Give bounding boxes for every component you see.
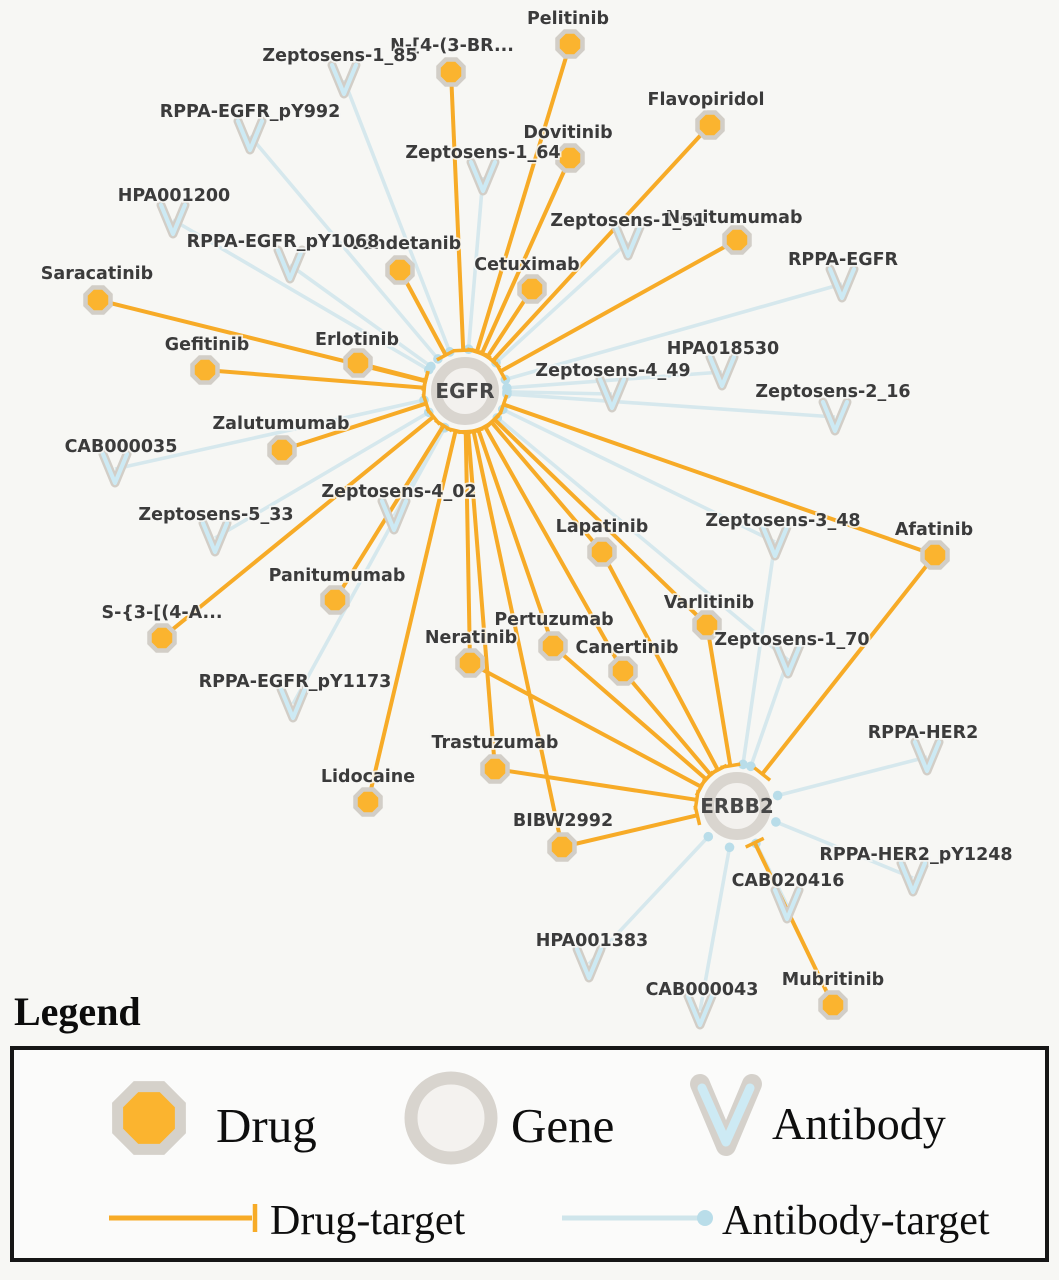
antibody-label: RPPA-HER2 <box>867 723 979 743</box>
drug-label: S-{3-[(4-A... <box>101 603 223 623</box>
drug-node[interactable] <box>323 588 348 613</box>
antibody-label: Zeptosens-1_85 <box>262 46 418 66</box>
drug-label: BIBW2992 <box>512 811 614 831</box>
drug-node[interactable] <box>611 659 636 684</box>
drug-label: Flavopiridol <box>647 90 765 110</box>
drug-label: Erlotinib <box>315 330 399 350</box>
drug-label: Lidocaine <box>320 767 416 787</box>
antibody-label: Zeptosens-1_64 <box>405 143 561 163</box>
drug-node[interactable] <box>388 258 413 283</box>
drug-label: Mubritinib <box>781 970 885 990</box>
antibody-label: Zeptosens-5_33 <box>138 505 294 525</box>
drug-node[interactable] <box>821 993 846 1018</box>
antibody-label: CAB000043 <box>645 980 759 1000</box>
drug-label: Lapatinib <box>555 517 649 537</box>
drug-target-edge <box>451 72 463 350</box>
drug-label: Zalutumumab <box>212 414 350 434</box>
antibody-label: HPA018530 <box>666 339 780 359</box>
drug-label: Pertuzumab <box>494 610 614 630</box>
drug-node[interactable] <box>541 634 566 659</box>
drug-node[interactable] <box>590 540 615 565</box>
drug-target-edge <box>623 671 711 775</box>
drug-label: Cetuximab <box>474 255 580 275</box>
drug-label: Saracatinib <box>40 264 154 284</box>
antibody-label: Zeptosens-1_70 <box>714 630 870 650</box>
antibody-label: CAB020416 <box>731 871 845 891</box>
drug-node[interactable] <box>483 757 508 782</box>
drug-node[interactable] <box>193 358 218 383</box>
antibody-label: RPPA-EGFR <box>787 250 899 270</box>
antibody-label: RPPA-EGFR_pY1068 <box>186 232 380 252</box>
drug-node[interactable] <box>86 288 111 313</box>
antibody-label: Zeptosens-3_48 <box>705 511 861 531</box>
antibody-label: Zeptosens-4_49 <box>535 361 691 381</box>
drug-label: Trastuzumab <box>431 733 559 753</box>
drug-node[interactable] <box>356 790 381 815</box>
gene-label: EGFR <box>435 379 495 403</box>
drug-label: Pelitinib <box>526 9 610 29</box>
drug-node[interactable] <box>520 277 545 302</box>
labels-layer <box>41 9 1013 1000</box>
drug-label: Necitumumab <box>665 208 803 228</box>
drug-label: Dovitinib <box>523 123 613 143</box>
drug-node[interactable] <box>923 543 948 568</box>
legend-label-antibody: Antibody <box>772 1098 946 1149</box>
legend-box <box>10 1046 1049 1262</box>
antibody-label: HPA001383 <box>535 931 649 951</box>
antibody-label: Zeptosens-4_02 <box>321 482 477 502</box>
legend-label-gene: Gene <box>511 1098 615 1153</box>
antibody-target-edge <box>115 400 424 469</box>
drug-label: N-[4-(3-BR... <box>390 36 514 56</box>
drug-node[interactable] <box>270 438 295 463</box>
legend-label-drug: Drug <box>216 1098 317 1153</box>
drug-icon <box>105 1074 194 1163</box>
drug-node[interactable] <box>558 146 583 171</box>
drug-node[interactable] <box>550 835 575 860</box>
antibody-label: Zeptosens-2_16 <box>755 382 911 402</box>
drug-label: Vandetanib <box>348 234 462 254</box>
drug-label: Afatinib <box>894 520 974 540</box>
antibody-target-edge <box>743 542 775 764</box>
drug-node[interactable] <box>439 60 464 85</box>
antibody-target-edge <box>778 757 927 796</box>
legend-label-drug-target: Drug-target <box>270 1198 466 1244</box>
antibody-label: CAB000035 <box>64 437 178 457</box>
drug-label: Canertinib <box>575 638 679 658</box>
drug-node[interactable] <box>346 351 371 376</box>
drug-node[interactable] <box>150 626 175 651</box>
drug-node[interactable] <box>698 113 723 138</box>
drug-label: Gefitinib <box>164 335 250 355</box>
drug-target-edge <box>495 769 696 800</box>
drug-label: Varlitinib <box>663 593 755 613</box>
legend-title: Legend <box>14 989 141 1034</box>
drug-node[interactable] <box>725 228 750 253</box>
drug-label: Panitumumab <box>268 566 406 586</box>
antibody-icon-inner <box>702 1088 750 1142</box>
antibody-label: RPPA-HER2_pY1248 <box>819 845 1013 865</box>
antibody-label: RPPA-EGFR_pY992 <box>159 102 341 122</box>
legend-label-antibody-target: Antibody-target <box>722 1198 990 1244</box>
drug-node[interactable] <box>558 32 583 57</box>
antibody-target-dot <box>697 1210 713 1226</box>
gene-icon <box>411 1078 491 1158</box>
antibody-label: Zeptosens-1_51 <box>550 211 706 231</box>
antibody-label: RPPA-EGFR_pY1173 <box>198 672 392 692</box>
drug-node[interactable] <box>458 651 483 676</box>
gene-label: ERBB2 <box>700 794 774 818</box>
antibody-label: HPA001200 <box>117 186 231 206</box>
drug-label: Neratinib <box>424 628 518 648</box>
